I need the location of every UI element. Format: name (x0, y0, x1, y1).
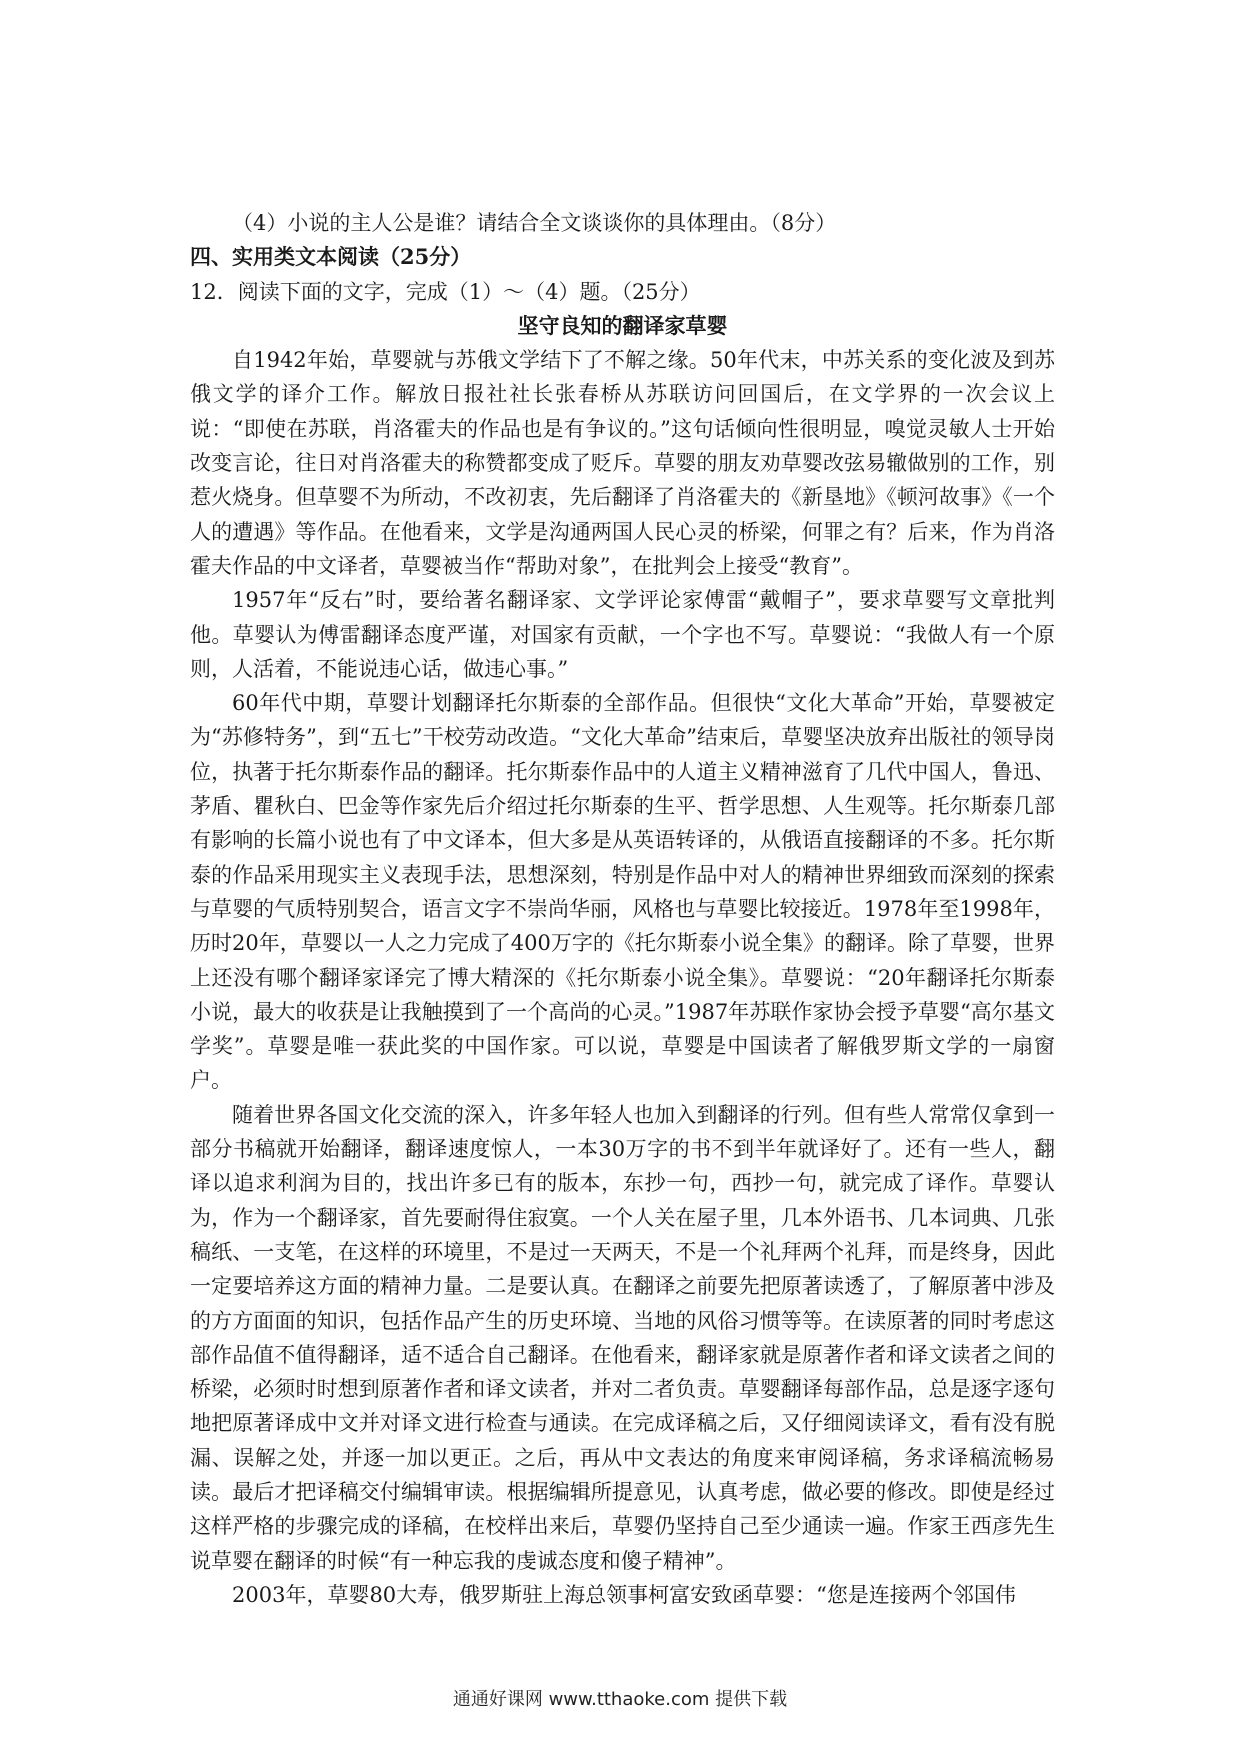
paragraph: 自1942年始，草婴就与苏俄文学结下了不解之缘。50年代末，中苏关系的变化波及到苏俄文学的译介工作。解放日报社社长张春桥从苏联访问回国后，在文学界的一次会议上说：“即使在苏联，肖洛霍夫的作品也是有争议的。”这句话倾向性很明显，嗅觉灵敏人士开始改变言论，往日对肖洛霍夫的称赞都变成了贬斥。草婴的朋友劝草婴改弦易辙做别的工作，别惹火烧身。但草婴不为所动，不改初衷，先后翻译了肖洛霍夫的《新垦地》《顿河故事》《一个人的遭遇》等作品。在他看来，文学是沟通两国人民心灵的桥梁，何罪之有？后来，作为肖洛霍夫作品的中文译者，草婴被当作“帮助对象”，在批判会上接受“教育”。 (190, 348, 1055, 578)
section-heading: 四、实用类文本阅读（25分） (190, 244, 472, 270)
paragraph: 1957年“反右”时，要给著名翻译家、文学评论家傅雷“戴帽子”，要求草婴写文章批判他。草婴认为傅雷翻译态度严谨，对国家有贡献，一个字也不写。草婴说：“我做人有一个原则，人活着，不能说违心话，做违心事。” (190, 588, 1055, 681)
paragraph: 随着世界各国文化交流的深入，许多年轻人也加入到翻译的行列。但有些人常常仅拿到一部分书稿就开始翻译，翻译速度惊人，一本30万字的书不到半年就译好了。还有一些人，翻译以追求利润为目的，找出许多已有的版本，东抄一句，西抄一句，就完成了译作。草婴认为，作为一个翻译家，首先要耐得住寂寞。一个人关在屋子里，几本外语书、几本词典、几张稿纸、一支笔，在这样的环境里，不是过一天两天，不是一个礼拜两个礼拜，而是终身，因此一定要培养这方面的精神力量。二是要认真。在翻译之前要先把原著读透了，了解原著中涉及的方方面面的知识，包括作品产生的历史环境、当地的风俗习惯等等。在读原著的同时考虑这部作品值不值得翻译，适不适合自己翻译。在他看来，翻译家就是原著作者和译文读者之间的桥梁，必须时时想到原著作者和译文读者，并对二者负责。草婴翻译每部作品，总是逐字逐句地把原著译成中文并对译文进行检查与通读。在完成译稿之后，又仔细阅读译文，看有没有脱漏、误解之处，并逐一加以更正。之后，再从中文表达的角度来审阅译稿，务求译稿流畅易读。最后才把译稿交付编辑审读。根据编辑所提意见，认真考虑，做必要的修改。即使是经过这样严格的步骤完成的译稿，在校样出来后，草婴仍坚持自己至少通读一遍。作家王西彦先生说草婴在翻译的时候“有一种忘我的虔诚态度和傻子精神”。 (190, 1102, 1055, 1573)
paragraph: 60年代中期，草婴计划翻译托尔斯泰的全部作品。但很快“文化大革命”开始，草婴被定为“苏修特务”，到“五七”干校劳动改造。“文化大革命”结束后，草婴坚决放弃出版社的领导岗位，执著于托尔斯泰作品的翻译。托尔斯泰作品中的人道主义精神滋育了几代中国人，鲁迅、茅盾、瞿秋白、巴金等作家先后介绍过托尔斯泰的生平、哲学思想、人生观等。托尔斯泰几部有影响的长篇小说也有了中文译本，但大多是从英语转译的，从俄语直接翻译的不多。托尔斯泰的作品采用现实主义表现手法，思想深刻，特别是作品中对人的精神世界细致而深刻的探索与草婴的气质特别契合，语言文字不崇尚华丽，风格也与草婴比较接近。1978年至1998年，历时20年，草婴以一人之力完成了400万字的《托尔斯泰小说全集》的翻译。除了草婴，世界上还没有哪个翻译家译完了博大精深的《托尔斯泰小说全集》。草婴说：“20年翻译托尔斯泰小说，最大的收获是让我触摸到了一个高尚的心灵。”1987年苏联作家协会授予草婴“高尔基文学奖”。草婴是唯一获此奖的中国作家。可以说，草婴是中国读者了解俄罗斯文学的一扇窗户。 (190, 691, 1055, 1093)
page-footer: 通通好课网 www.tthaoke.com 提供下载 (452, 1689, 788, 1710)
document-page (190, 206, 1055, 1612)
article-title: 坚守良知的翻译家草婴 (517, 313, 728, 338)
question-4: （4）小说的主人公是谁？请结合全文谈谈你的具体理由。（8分） (232, 211, 837, 235)
question-12: 12．阅读下面的文字，完成（1）～（4）题。（25分） (190, 279, 701, 304)
paragraph: 2003年，草婴80大寿，俄罗斯驻上海总领事柯富安致函草婴：“您是连接两个邻国伟 (232, 1582, 1016, 1607)
